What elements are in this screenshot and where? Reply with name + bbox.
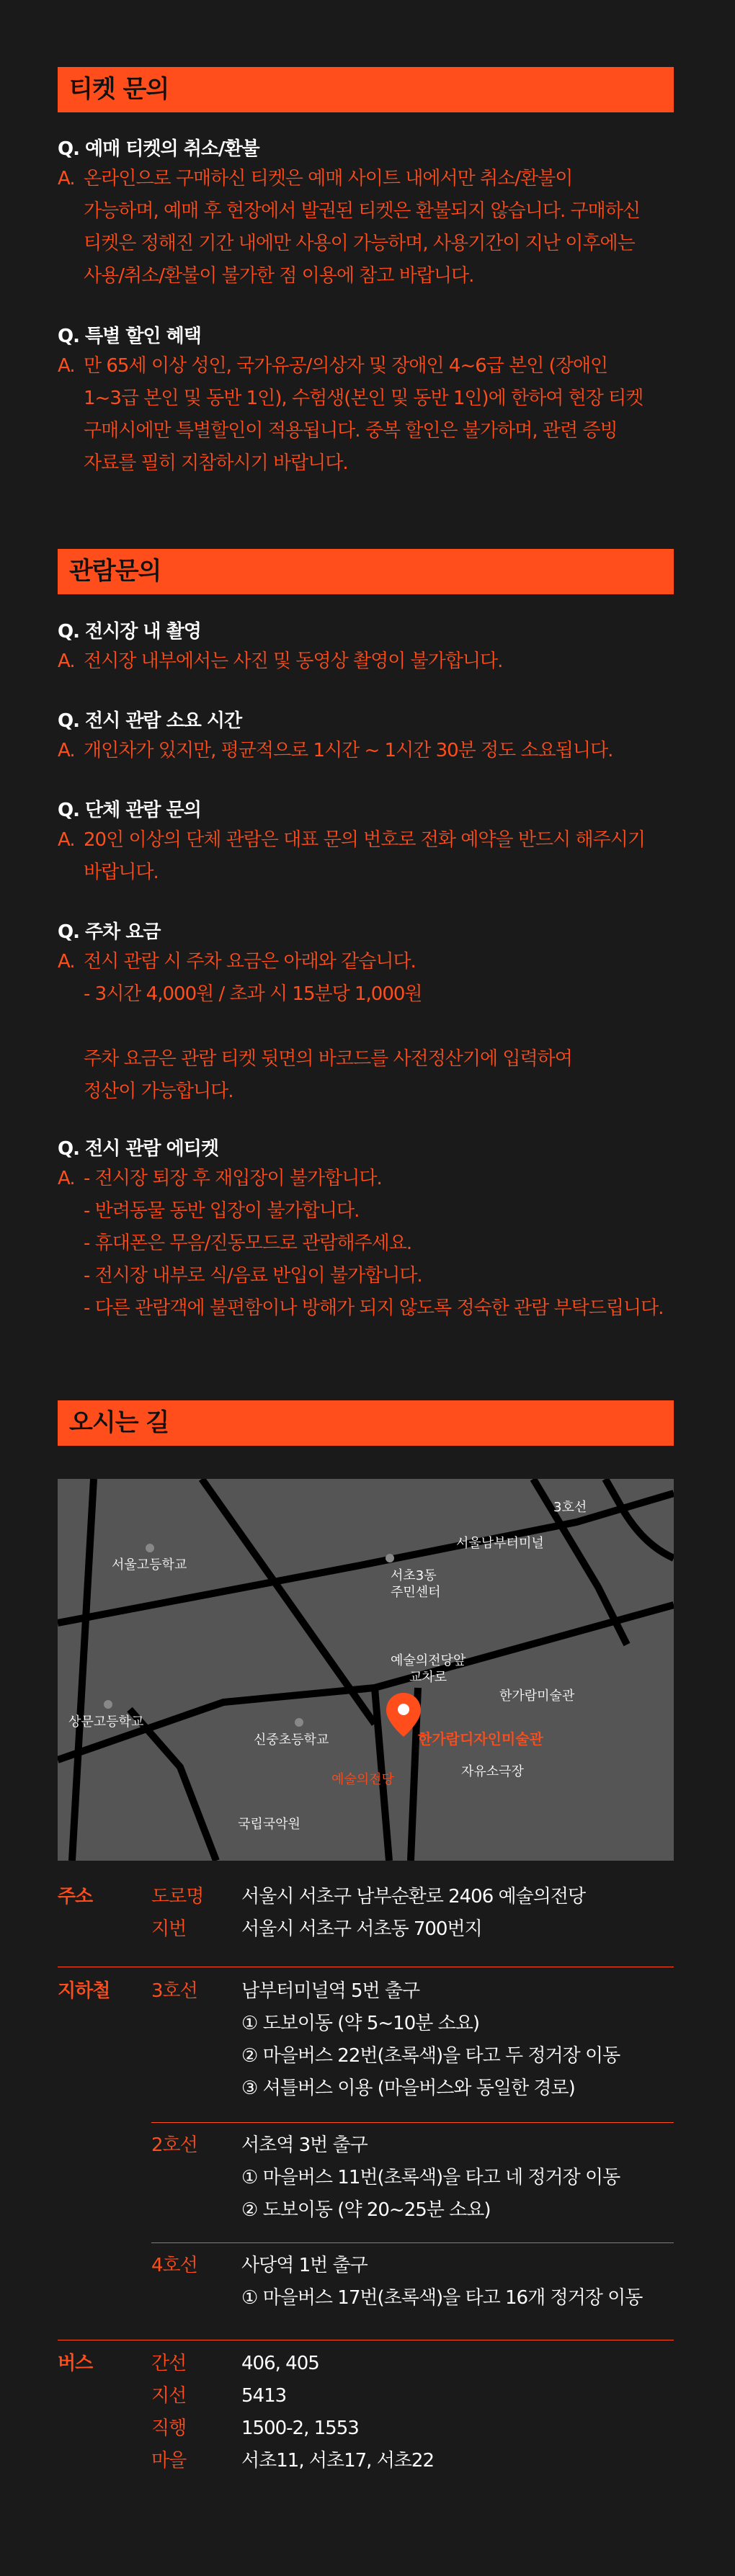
answer-line: 만 65세 이상 성인, 국가유공/의상자 및 장애인 4~6급 본인 (장애인 (84, 355, 608, 377)
map-label-hangaram-design: 한가람디자인미술관 (418, 1730, 543, 1748)
answer-line: - 다른 관람객에 불편함이나 방해가 되지 않도록 정숙한 관람 부탁드립니다. (84, 1297, 664, 1319)
answer-line: 가능하며, 예매 후 현장에서 발권된 티켓은 환불되지 않습니다. 구매하신 (84, 200, 641, 222)
poi-dot (386, 1554, 394, 1562)
answer-mark: A. (58, 951, 75, 972)
answer-mark: A. (58, 650, 75, 672)
answer-mark: A. (58, 355, 75, 377)
map-label-arts-center-front: 예술의전당앞 (391, 1653, 466, 1668)
answer-text (58, 350, 692, 480)
divider (151, 2242, 674, 2243)
map-label-seoul-high: 서울고등학교 (112, 1557, 187, 1573)
answer-text (58, 163, 692, 292)
bus-numbers: 서초11, 서초17, 서초22 (241, 2450, 435, 2472)
answer-text (58, 735, 692, 767)
answer-mark: A. (58, 740, 75, 761)
poi-dot (146, 1544, 154, 1552)
directions-section-title: 오시는 길 (58, 1400, 674, 1446)
road-address: 서울시 서초구 남부순환로 2406 예술의전당 (241, 1886, 586, 1908)
subway-line3-info: 남부터미널역 5번 출구 (241, 1980, 420, 2002)
bus-type-label: 직행 (151, 2418, 187, 2439)
map-label-hangaram-art: 한가람미술관 (499, 1689, 575, 1704)
faq-special-discount (58, 323, 692, 480)
map-label-sangmun-high: 상문고등학교 (68, 1714, 144, 1730)
subway-line3-info: ③ 셔틀버스 이용 (마을버스와 동일한 경로) (241, 2078, 575, 2099)
question-text: Q. 주차 요금 (58, 921, 161, 943)
subway-line3-info: ① 도보이동 (약 5~10분 소요) (241, 2013, 479, 2034)
faq-photography (58, 618, 692, 678)
answer-line: 20인 이상의 단체 관람은 대표 문의 번호로 전화 예약을 반드시 해주시기 (84, 829, 645, 851)
answer-line: 정산이 가능합니다. (84, 1081, 233, 1102)
poi-dot (104, 1700, 112, 1709)
faq-ticket-refund (58, 135, 692, 292)
bus-type-label: 간선 (151, 2353, 187, 2374)
lot-address: 서울시 서초구 서초동 700번지 (241, 1918, 482, 1940)
answer-text (58, 946, 692, 1108)
answer-text (58, 1163, 692, 1325)
question-text: Q. 예매 티켓의 취소/환불 (58, 138, 259, 160)
answer-text (58, 645, 692, 678)
faq-group-viewing (58, 797, 692, 889)
answer-mark: A. (58, 1168, 75, 1189)
answer-line: 사용/취소/환불이 불가한 점 이용에 참고 바랍니다. (84, 265, 474, 287)
location-map[interactable] (58, 1479, 674, 1861)
subway-line3-label: 3호선 (151, 1980, 197, 2002)
question-text: Q. 단체 관람 문의 (58, 800, 201, 821)
answer-line: 개인차가 있지만, 평균적으로 1시간 ~ 1시간 30분 정도 소요됩니다. (84, 740, 613, 761)
answer-line: - 전시장 내부로 식/음료 반입이 불가합니다. (84, 1265, 422, 1287)
subway-line2-label: 2호선 (151, 2134, 197, 2156)
answer-line: 주차 요금은 관람 티켓 뒷면의 바코드를 사전정산기에 입력하여 (84, 1048, 572, 1070)
bus-numbers: 406, 405 (241, 2353, 319, 2374)
question-text: Q. 전시장 내 촬영 (58, 621, 201, 643)
bus-category: 버스 (58, 2353, 93, 2374)
bus-type-label: 지선 (151, 2385, 187, 2407)
map-label-bus-terminal: 서울남부터미널 (456, 1536, 544, 1551)
question-text: Q. 전시 관람 소요 시간 (58, 710, 242, 732)
divider (151, 2122, 674, 2123)
map-label-community: 주민센터 (391, 1585, 441, 1600)
faq-etiquette (58, 1135, 692, 1325)
ticket-section-title: 티켓 문의 (58, 67, 674, 112)
bus-numbers: 5413 (241, 2385, 287, 2407)
subway-line4-label: 4호선 (151, 2255, 197, 2276)
subway-line4-info: ① 마을버스 17번(초록색)을 타고 16개 정거장 이동 (241, 2287, 643, 2309)
map-label-sinjung-elem: 신중초등학교 (254, 1732, 329, 1748)
map-road (72, 1479, 94, 1861)
answer-mark: A. (58, 829, 75, 851)
faq-viewing-time (58, 707, 692, 767)
address-category: 주소 (58, 1886, 93, 1908)
question-text: Q. 전시 관람 에티켓 (58, 1138, 218, 1160)
answer-line: - 3시간 4,000원 / 초과 시 15분당 1,000원 (84, 983, 422, 1005)
subway-line2-info: 서초역 3번 출구 (241, 2134, 368, 2156)
map-label-crossroad: 교차로 (409, 1670, 447, 1685)
map-label-arts-center: 예술의전당 (331, 1772, 394, 1787)
answer-mark: A. (58, 168, 75, 189)
map-label-seocho3: 서초3동 (391, 1568, 437, 1583)
answer-line: 자료를 필히 지참하시기 바랍니다. (84, 452, 348, 474)
question-text: Q. 특별 할인 혜택 (58, 326, 201, 347)
lot-address-label: 지번 (151, 1918, 187, 1940)
subway-line2-info: ① 마을버스 11번(초록색)을 타고 네 정거장 이동 (241, 2167, 620, 2188)
answer-line: - 반려동물 동반 입장이 불가합니다. (84, 1200, 360, 1222)
subway-line2-block (58, 2129, 674, 2227)
subway-line3-block (58, 1975, 674, 2105)
road-address-label: 도로명 (151, 1886, 204, 1908)
subway-line4-block (58, 2250, 674, 2315)
bus-numbers: 1500-2, 1553 (241, 2418, 359, 2439)
map-road (605, 1479, 674, 1558)
viewing-section-title: 관람문의 (58, 549, 674, 594)
poi-dot (295, 1718, 303, 1727)
bus-type-label: 마을 (151, 2450, 187, 2472)
answer-line: 전시장 내부에서는 사진 및 동영상 촬영이 불가합니다. (84, 650, 503, 672)
bus-block (58, 2348, 674, 2477)
answer-text (58, 824, 692, 889)
address-block (58, 1881, 674, 1946)
answer-line: 바랍니다. (84, 862, 159, 883)
answer-line: - 전시장 퇴장 후 재입장이 불가합니다. (84, 1168, 382, 1189)
answer-line: 온라인으로 구매하신 티켓은 예매 사이트 내에서만 취소/환불이 (84, 168, 573, 189)
subway-line4-info: 사당역 1번 출구 (241, 2255, 368, 2276)
faq-parking (58, 918, 692, 1108)
answer-line: 티켓은 정해진 기간 내에만 사용이 가능하며, 사용기간이 지난 이후에는 (84, 233, 635, 254)
subway-line2-info: ② 도보이동 (약 20~25분 소요) (241, 2199, 491, 2221)
map-label-freedom-theater: 자유소극장 (461, 1764, 524, 1779)
subway-line3-info: ② 마을버스 22번(초록색)을 타고 두 정거장 이동 (241, 2045, 620, 2067)
answer-line: 전시 관람 시 주차 요금은 아래와 같습니다. (84, 951, 416, 972)
answer-line: 1~3급 본인 및 동반 1인), 수험생(본인 및 동반 1인)에 한하여 현장 티켓 (84, 388, 643, 409)
answer-line: - 휴대폰은 무음/진동모드로 관람해주세요. (84, 1233, 412, 1254)
answer-line: 구매시에만 특별할인이 적용됩니다. 중복 할인은 불가하며, 관련 증빙 (84, 420, 618, 442)
map-label-national-gugak: 국립국악원 (238, 1817, 300, 1832)
subway-category: 지하철 (58, 1980, 110, 2002)
map-label-line3: 3호선 (553, 1500, 587, 1515)
